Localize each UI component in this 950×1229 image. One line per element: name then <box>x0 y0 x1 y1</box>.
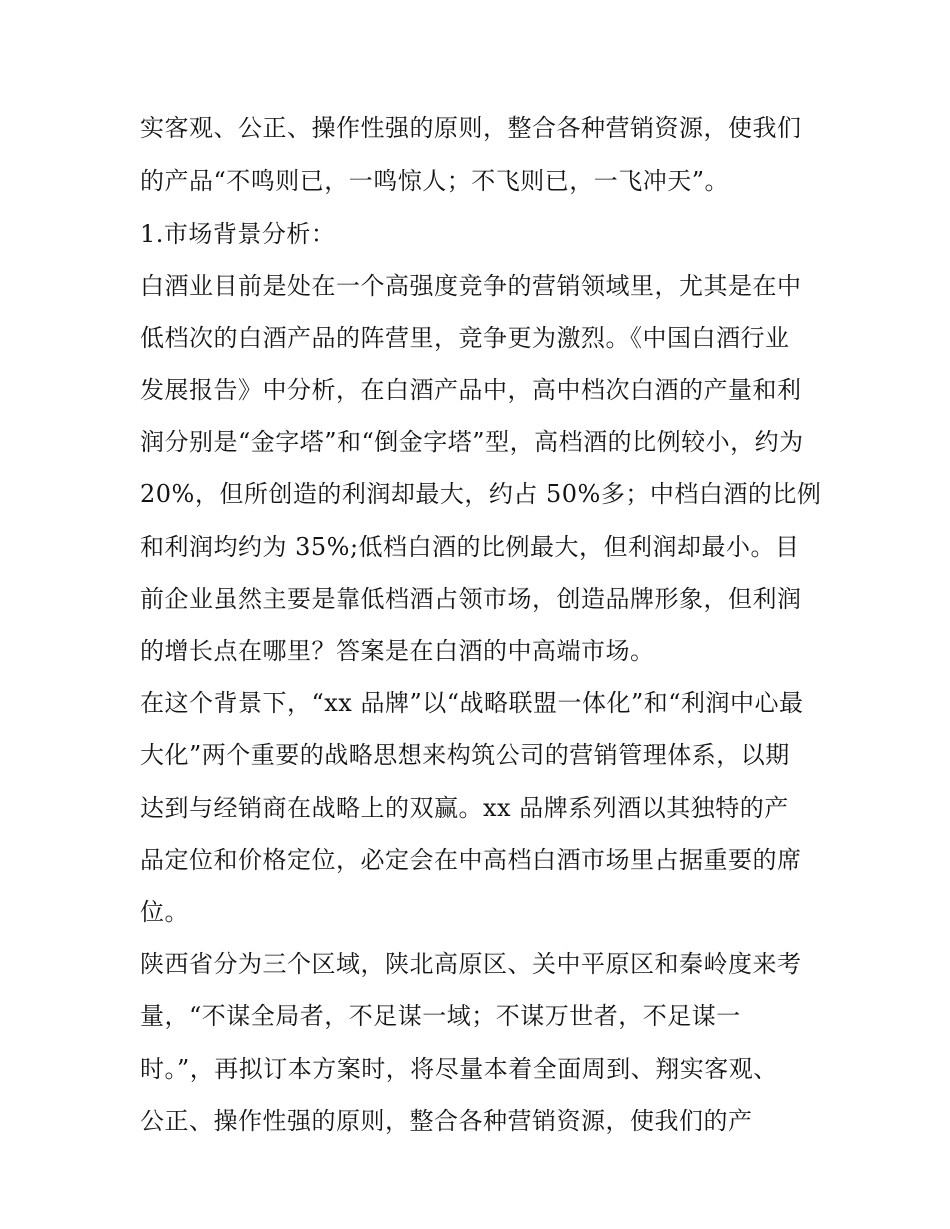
text-line: 量，“不谋全局者，不足谋一域；不谋万世者，不足谋一 <box>140 1002 741 1030</box>
text-line: 白酒业目前是处在一个高强度竞争的营销领域里，尤其是在中 <box>140 272 802 300</box>
text-line: 20%，但所创造的利润却最大，约占 50%多；中档白酒的比例 <box>140 480 822 508</box>
text-line: 达到与经销商在战略上的双赢。xx 品牌系列酒以其独特的产 <box>140 794 789 822</box>
text-line: 的产品“不鸣则已，一鸣惊人；不飞则已，一飞冲天”。 <box>140 167 730 195</box>
text-line: 时。”，再拟订本方案时，将尽量本着全面周到、翔实客观、 <box>140 1055 778 1083</box>
text-line: 公正、操作性强的原则，整合各种营销资源，使我们的产 <box>140 1107 753 1135</box>
text-line: 润分别是“金字塔”和“倒金字塔”型，高档酒的比例较小，约为 <box>140 428 804 456</box>
text-line: 的增长点在哪里？答案是在白酒的中高端市场。 <box>140 637 655 665</box>
text-line: 大化”两个重要的战略思想来构筑公司的营销管理体系，以期 <box>140 741 790 769</box>
section-heading: 1.市场背景分析： <box>140 220 336 248</box>
text-line: 低档次的白酒产品的阵营里，竞争更为激烈。《中国白酒行业 <box>140 324 790 352</box>
text-line: 品定位和价格定位，必定会在中高档白酒市场里占据重要的席 <box>140 846 802 874</box>
text-line: 前企业虽然主要是靠低档酒占领市场，创造品牌形象，但利润 <box>140 585 802 613</box>
text-line: 和利润均约为 35%;低档白酒的比例最大，但利润却最小。目 <box>140 533 800 561</box>
text-line: 陕西省分为三个区域，陕北高原区、关中平原区和秦岭度来考 <box>140 950 802 978</box>
text-line: 位。 <box>140 898 189 926</box>
text-line: 发展报告》中分析，在白酒产品中，高中档次白酒的产量和利 <box>140 376 802 404</box>
text-line: 实客观、公正、操作性强的原则，整合各种营销资源，使我们 <box>140 114 802 142</box>
text-line: 在这个背景下，“xx 品牌”以“战略联盟一体化”和“利润中心最 <box>140 689 804 717</box>
